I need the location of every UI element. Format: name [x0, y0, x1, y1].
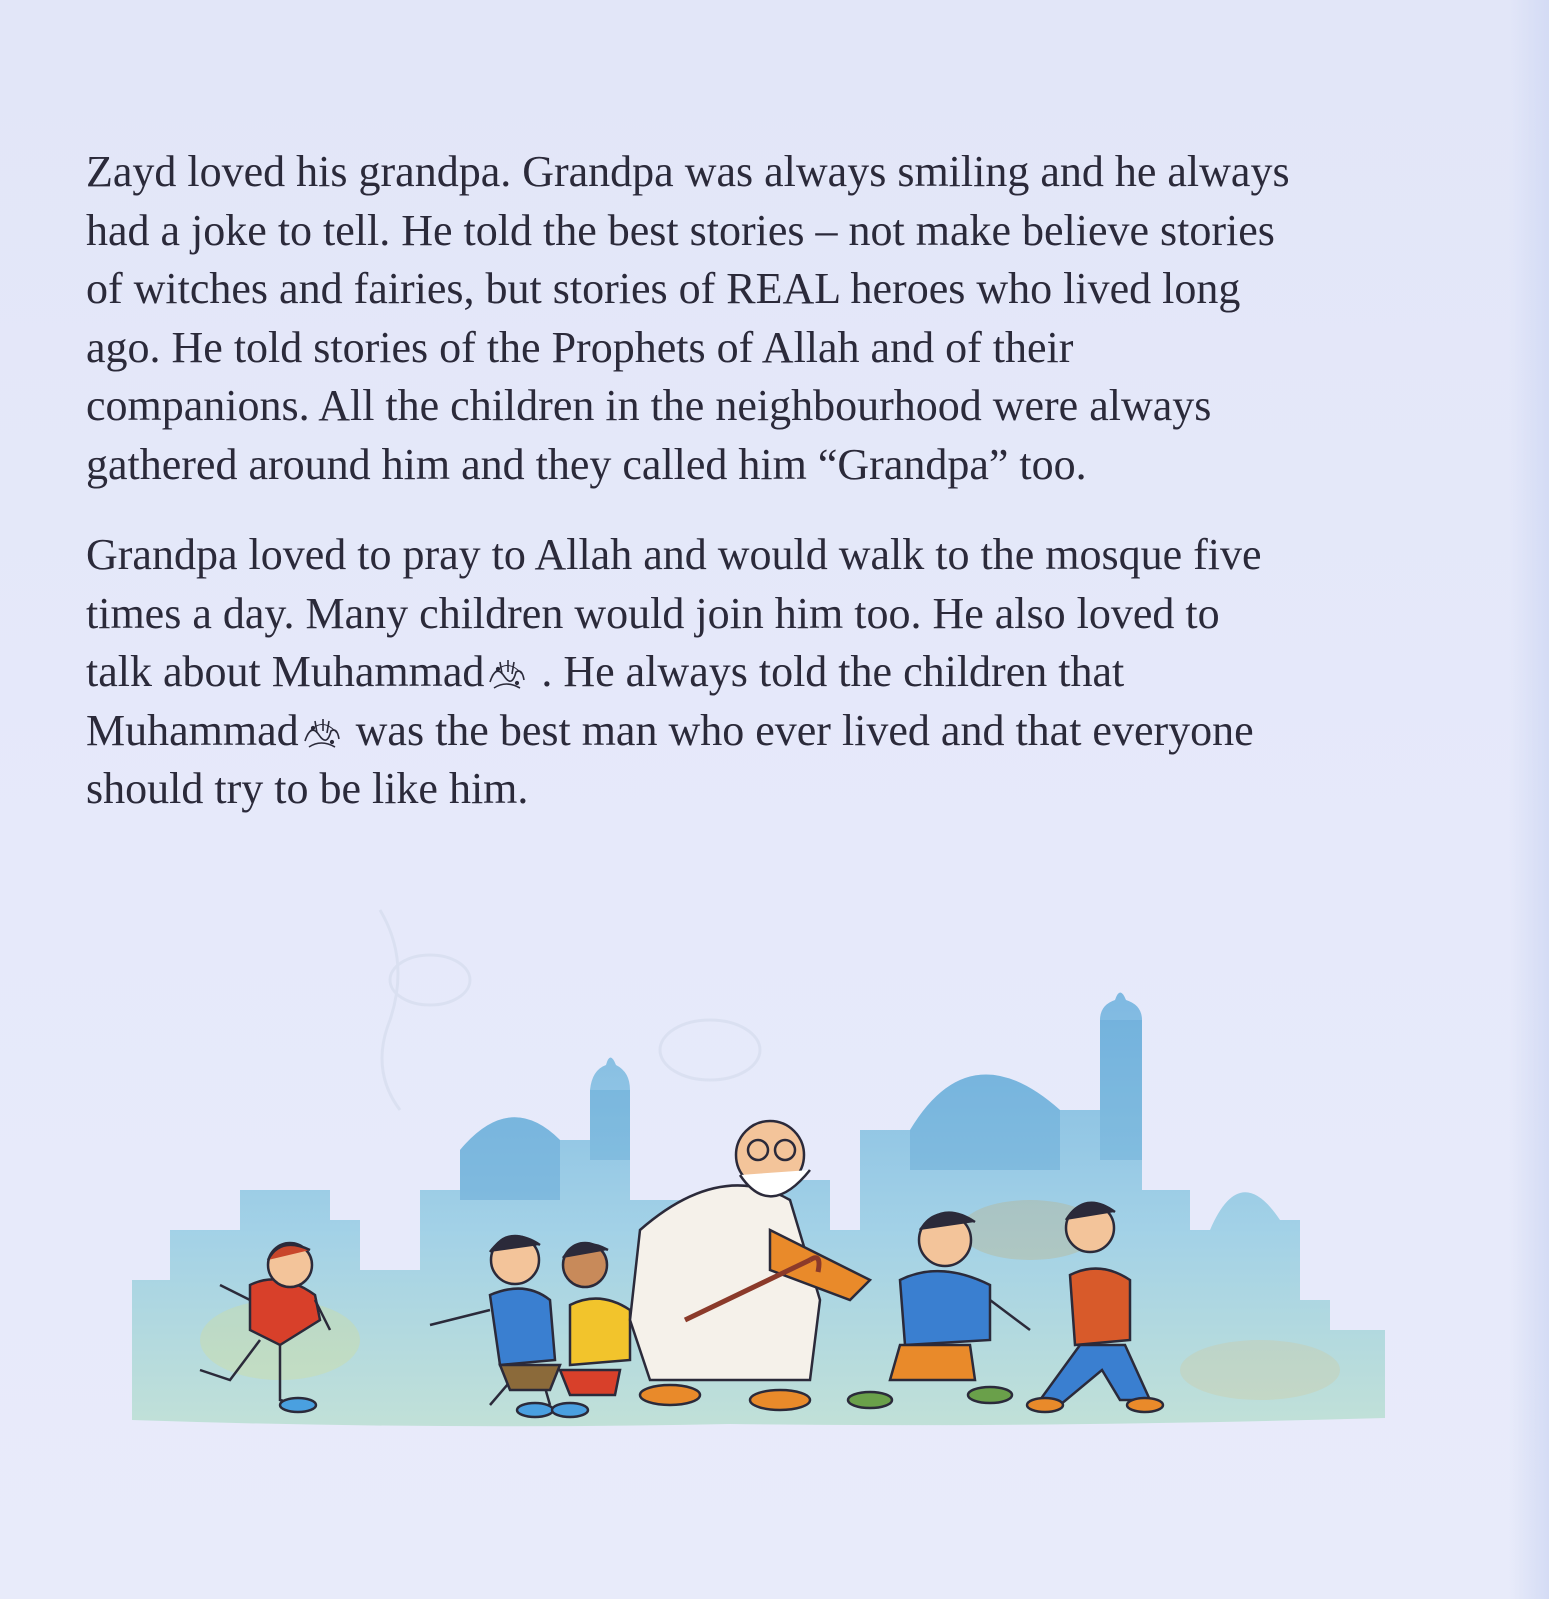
- text-line: of witches and fairies, but stories of REAL heroes who lived long: [86, 264, 1241, 313]
- text-line: times a day. Many children would join him too. He also loved to: [86, 588, 1220, 638]
- text-line: Zayd loved his grandpa. Grandpa was always smiling and he always: [86, 147, 1290, 196]
- text-line: had a joke to tell. He told the best stories – not make believe stories: [86, 205, 1275, 255]
- paragraph-1: [86, 143, 1416, 494]
- faint-foliage-sketch: [380, 910, 760, 1110]
- text-line: [86, 702, 1416, 761]
- text-line: [86, 643, 1416, 702]
- salawat-calligraphy-icon: [301, 710, 343, 752]
- mosque-walk-illustration: [130, 900, 1430, 1460]
- text-segment: . He always told the children that: [530, 647, 1125, 696]
- salawat-calligraphy-icon: [486, 651, 528, 693]
- text-line: ago. He told stories of the Prophets of Allah and of their: [86, 322, 1074, 372]
- text-segment: talk about Muhammad: [86, 647, 485, 696]
- text-segment: Muhammad: [86, 705, 299, 755]
- text-line: should try to be like him.: [86, 764, 529, 813]
- paragraph-2: [86, 526, 1416, 819]
- text-line: Grandpa loved to pray to Allah and would walk to the mosque five: [86, 530, 1262, 579]
- text-line: companions. All the children in the neighbourhood were always: [86, 381, 1212, 430]
- story-text: [86, 143, 1416, 819]
- text-line: gathered around him and they called him “Grandpa” too.: [86, 439, 1087, 489]
- text-segment: was the best man who ever lived and that everyone: [344, 705, 1254, 755]
